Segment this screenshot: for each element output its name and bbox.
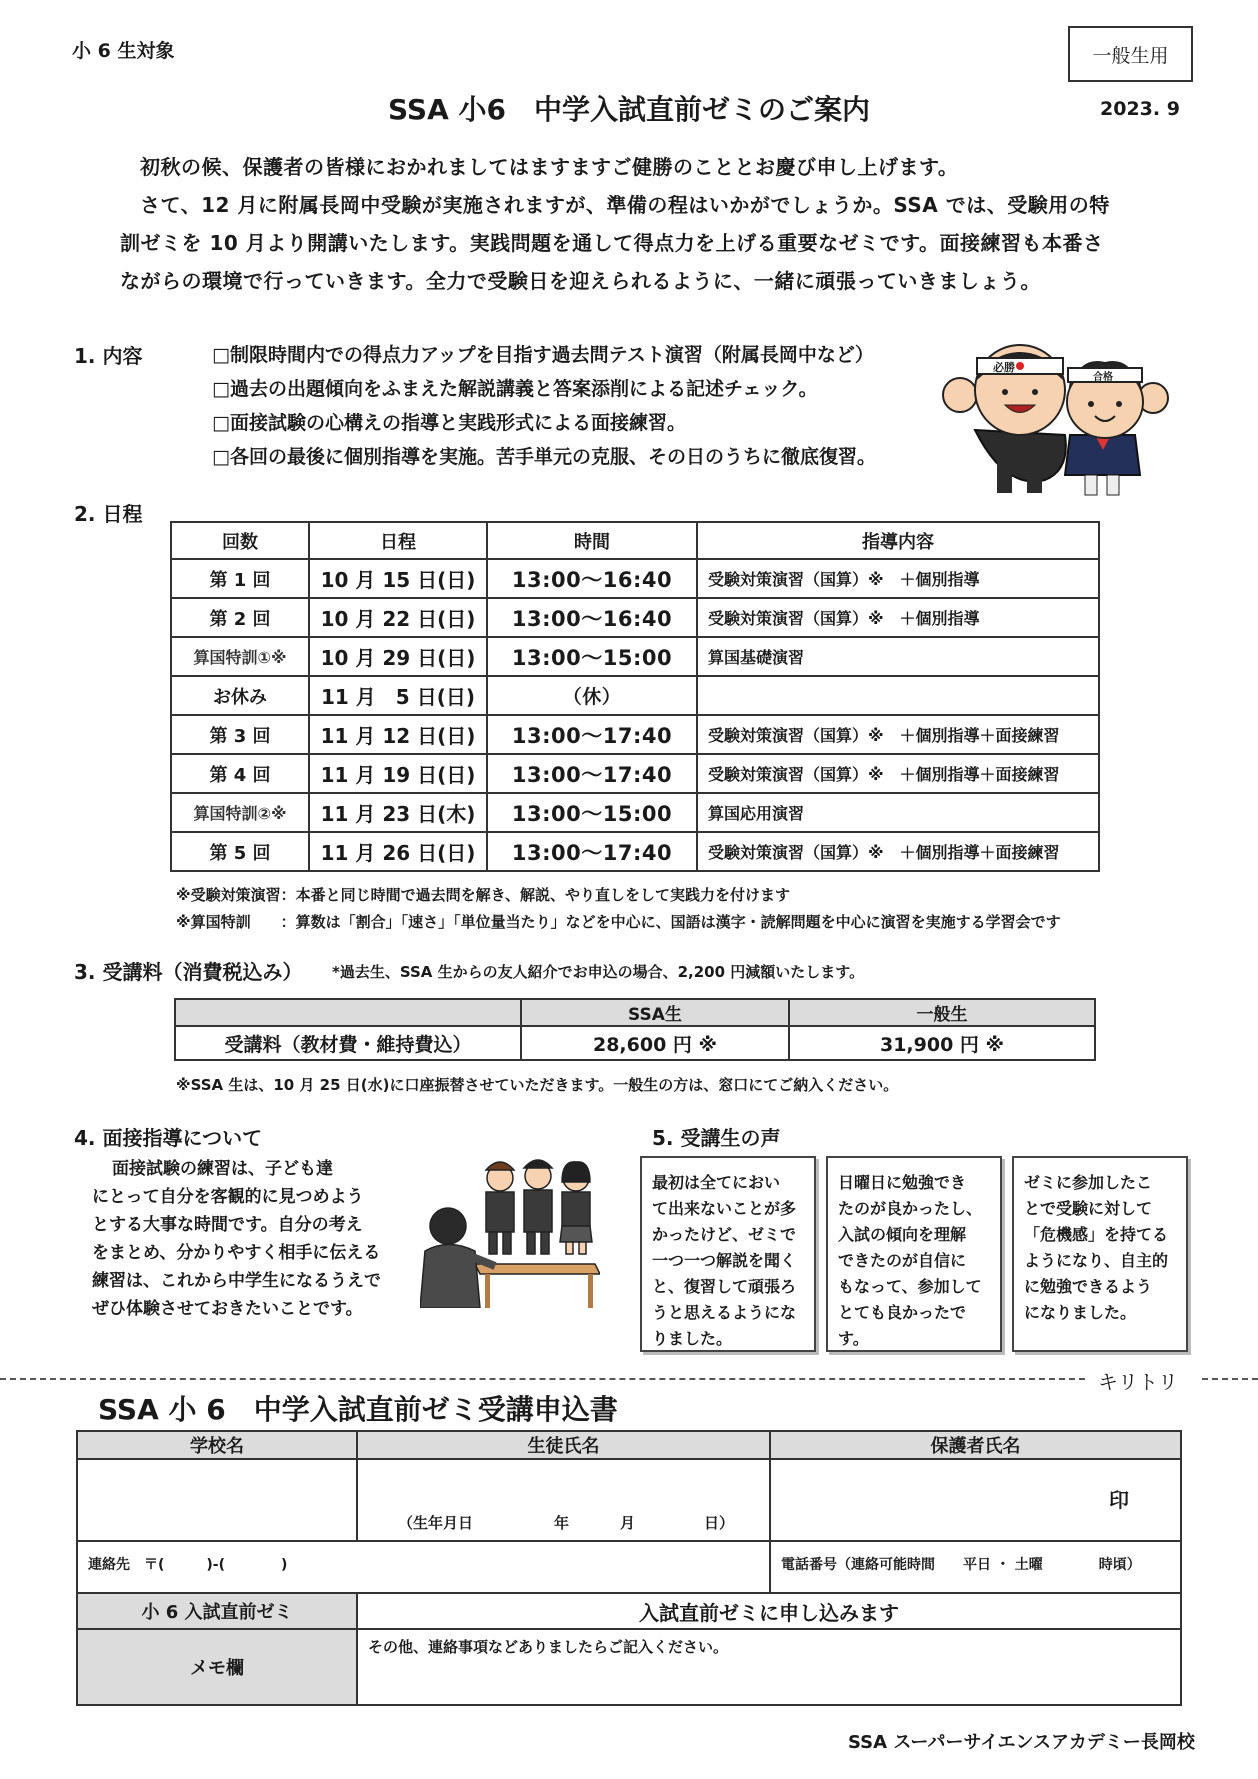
table-row [171, 754, 1099, 793]
birth-month-label: 月 [620, 1514, 636, 1532]
interview-line-3: とする大事な時間です。自分の考え [92, 1215, 363, 1235]
memo-field[interactable] [357, 1629, 1181, 1705]
session-cell: 第 4 回 [171, 754, 309, 793]
interview-line-5: 練習は、これから中学生になるうえで [92, 1271, 381, 1291]
footer-school-name: SSA スーパーサイエンスアカデミー長岡校 [848, 1732, 1195, 1753]
voice-2-line: たのが良かったし、 [838, 1199, 983, 1218]
session-cell: お休み [171, 676, 309, 715]
voice-2-line: もなって、参加して [838, 1277, 982, 1296]
seal-mark: 印 [1109, 1488, 1129, 1512]
interview-line-4: をまとめ、分かりやすく相手に伝える [92, 1243, 381, 1263]
session-cell: 第 2 回 [171, 598, 309, 637]
date-cell: 11 月 5 日(日) [309, 676, 487, 715]
date-cell: 10 月 22 日(日) [309, 598, 487, 637]
content-cell [697, 676, 1099, 715]
col-student: 生徒氏名 [357, 1431, 770, 1459]
voice-2-line: 入試の傾向を理解 [838, 1225, 967, 1244]
voice-3-line: ようになり、自主的 [1024, 1251, 1169, 1270]
intro-line-1: 初秋の候、保護者の皆様におかれましてはますますご健勝のこととお慶び申し上げます。 [140, 155, 959, 179]
referral-note: *過去生、SSA 生からの友人紹介でお申込の場合、2,200 円減額いたします。 [332, 963, 865, 981]
school-name-field[interactable] [77, 1459, 357, 1541]
headband-right-text: 合格 [1093, 372, 1113, 383]
payment-note: ※SSA 生は、10 月 25 日(水)に口座振替させていただきます。一般生の方は、窓口にてご納入ください。 [176, 1076, 899, 1094]
application-title: SSA 小 6 中学入試直前ゼミ受講申込書 [98, 1393, 618, 1426]
course-label: 小 6 入試直前ゼミ [77, 1593, 357, 1629]
voice-3-line: に勉強できるよう [1024, 1277, 1153, 1296]
date-cell: 11 月 23 日(木) [309, 793, 487, 832]
table-row [171, 676, 1099, 715]
fee-table [174, 998, 1096, 1061]
content-cell: 受験対策演習（国算）※ ＋個別指導＋面接練習 [697, 754, 1099, 793]
page-title: SSA 小6 中学入試直前ゼミのご案内 [388, 93, 870, 126]
time-cell: （休） [487, 676, 697, 715]
fee-row [175, 1026, 1095, 1060]
content-cell: 受験対策演習（国算）※ ＋個別指導＋面接練習 [697, 715, 1099, 754]
student-name-field[interactable] [357, 1459, 770, 1541]
intro-line-2: さて、12 月に附属長岡中受験が実施されますが、準備の程はいかがでしょうか。SSA では、受験用の特 [140, 193, 1110, 217]
date-cell: 11 月 19 日(日) [309, 754, 487, 793]
memo-hint: その他、連絡事項などありましたらご記入ください。 [368, 1638, 729, 1656]
voice-2-line: す。 [838, 1329, 869, 1348]
parent-name-field[interactable] [770, 1459, 1181, 1541]
schedule-note-2: ※算国特訓 ：算数は「割合」「速さ」「単位量当たり」などを中心に、国語は漢字・読解問題を中心に演習を実施する学習会です [176, 913, 1061, 931]
course-value[interactable]: 入試直前ゼミに申し込みます [357, 1593, 1181, 1629]
intro-line-4: ながらの環境で行っていきます。全力で受験日を迎えられるように、一緒に頑張っていきましょう。 [120, 269, 1041, 293]
voice-1-line: 最初は全てにおい [652, 1173, 781, 1192]
fee-general: 31,900 円 ※ [789, 1026, 1095, 1060]
content-item-1: □制限時間内での得点力アップを目指す過去問テスト演習（附属長岡中など） [212, 344, 874, 366]
fee-header-row [175, 999, 1095, 1026]
memo-label: メモ欄 [77, 1629, 357, 1705]
time-cell: 13:00～16:40 [487, 559, 697, 598]
col-session: 回数 [171, 522, 309, 559]
time-cell: 13:00～17:40 [487, 832, 697, 871]
form-header-row [77, 1431, 1181, 1459]
session-cell: 第 3 回 [171, 715, 309, 754]
badge-general: 一般生用 [1068, 26, 1193, 82]
schedule-note-1: ※受験対策演習：本番と同じ時間で過去問を解き、解説、やり直しをして実践力を付けます [176, 886, 790, 904]
application-form [76, 1430, 1182, 1706]
section3-heading: 3. 受講料（消費税込み） [74, 960, 303, 984]
fee-row-label: 受講料（教材費・維持費込） [175, 1026, 521, 1060]
birth-year-label: 年 [554, 1514, 570, 1532]
voice-card-1 [640, 1156, 816, 1352]
birth-day-label: 日） [704, 1514, 735, 1532]
table-row [171, 832, 1099, 871]
col-time: 時間 [487, 522, 697, 559]
interview-illustration [420, 1156, 600, 1308]
content-cell: 受験対策演習（国算）※ ＋個別指導 [697, 598, 1099, 637]
time-cell: 13:00～17:40 [487, 754, 697, 793]
section4-heading: 4. 面接指導について [74, 1126, 263, 1150]
fee-ssa: 28,600 円 ※ [521, 1026, 789, 1060]
section5-heading: 5. 受講生の声 [652, 1126, 781, 1150]
cut-line-left [0, 1378, 1085, 1380]
time-cell: 13:00～16:40 [487, 598, 697, 637]
voice-1-line: りました。 [652, 1329, 733, 1348]
phone-label: 電話番号（連絡可能時間 平日 ・ 土曜 時頃） [781, 1557, 1141, 1573]
voice-card-3 [1012, 1156, 1188, 1352]
voice-1-line: 一つ一つ解説を聞く [652, 1251, 797, 1270]
date-cell: 11 月 26 日(日) [309, 832, 487, 871]
interview-line-2: にとって自分を客観的に見つめよう [92, 1187, 364, 1207]
content-cell: 算国応用演習 [697, 793, 1099, 832]
session-cell: 算国特訓②※ [171, 793, 309, 832]
section2-heading: 2. 日程 [74, 502, 143, 526]
content-cell: 受験対策演習（国算）※ ＋個別指導 [697, 559, 1099, 598]
interview-line-6: ぜひ体験させておきたいことです。 [92, 1299, 363, 1319]
fee-header-blank [175, 999, 521, 1026]
section1-heading: 1. 内容 [74, 344, 143, 368]
table-row [171, 715, 1099, 754]
voice-3-line: 「危機感」を持てる [1024, 1225, 1169, 1244]
content-item-2: □過去の出題傾向をふまえた解説講義と答案添削による記述チェック。 [212, 378, 818, 400]
voice-2-line: できたのが自信に [838, 1251, 967, 1270]
date-cell: 11 月 12 日(日) [309, 715, 487, 754]
headband-left-text: 必勝 [993, 361, 1015, 374]
content-cell: 算国基礎演習 [697, 637, 1099, 676]
col-school: 学校名 [77, 1431, 357, 1459]
contact-field[interactable] [77, 1541, 770, 1593]
interview-line-1: 面接試験の練習は、子ども達 [112, 1159, 333, 1179]
date-cell: 10 月 15 日(日) [309, 559, 487, 598]
col-parent: 保護者氏名 [770, 1431, 1181, 1459]
table-row [171, 559, 1099, 598]
session-cell: 第 1 回 [171, 559, 309, 598]
voice-3-line: ゼミに参加したこ [1024, 1173, 1153, 1192]
col-general: 一般生 [789, 999, 1095, 1026]
voice-1-line: て出来ないことが多 [652, 1199, 797, 1218]
content-cell: 受験対策演習（国算）※ ＋個別指導＋面接練習 [697, 832, 1099, 871]
table-row [171, 793, 1099, 832]
course-row [77, 1593, 1181, 1629]
voice-1-line: かったけど、ゼミで [652, 1225, 797, 1244]
voice-3-line: とで受験に対して [1024, 1199, 1153, 1218]
cut-line-label: キリトリ [1098, 1370, 1178, 1394]
voice-card-2 [826, 1156, 1002, 1352]
voice-1-line: うと思えるようにな [652, 1303, 797, 1322]
voice-2-line: とても良かったで [838, 1303, 967, 1322]
target-label: 小 6 生対象 [72, 40, 175, 62]
time-cell: 13:00～15:00 [487, 637, 697, 676]
students-cheering-illustration [935, 340, 1170, 500]
voice-1-line: と、復習して頑張ろ [652, 1277, 797, 1296]
date-cell: 10 月 29 日(日) [309, 637, 487, 676]
contact-label: 連絡先 〒( )-( ) [88, 1557, 288, 1573]
schedule-table [170, 521, 1100, 872]
cut-line-right [1202, 1378, 1258, 1380]
table-row [171, 598, 1099, 637]
birth-label: （生年月日 [398, 1514, 474, 1532]
table-row [171, 637, 1099, 676]
col-content: 指導内容 [697, 522, 1099, 559]
name-row [77, 1459, 1181, 1541]
voice-3-line: になりました。 [1024, 1303, 1137, 1322]
schedule-header-row [171, 522, 1099, 559]
col-date: 日程 [309, 522, 487, 559]
memo-row [77, 1629, 1181, 1705]
session-cell: 算国特訓①※ [171, 637, 309, 676]
content-item-3: □面接試験の心構えの指導と実践形式による面接練習。 [212, 412, 686, 434]
session-cell: 第 5 回 [171, 832, 309, 871]
intro-line-3: 訓ゼミを 10 月より開講いたします。実践問題を通して得点力を上げる重要なゼミです。面接練習も本番さ [120, 231, 1104, 255]
contact-row [77, 1541, 1181, 1593]
time-cell: 13:00～15:00 [487, 793, 697, 832]
voice-2-line: 日曜日に勉強でき [838, 1173, 967, 1192]
issue-date: 2023. 9 [1100, 98, 1180, 120]
time-cell: 13:00～17:40 [487, 715, 697, 754]
phone-field[interactable] [770, 1541, 1181, 1593]
col-ssa: SSA生 [521, 999, 789, 1026]
content-item-4: □各回の最後に個別指導を実施。苦手単元の克服、その日のうちに徹底復習。 [212, 446, 876, 468]
